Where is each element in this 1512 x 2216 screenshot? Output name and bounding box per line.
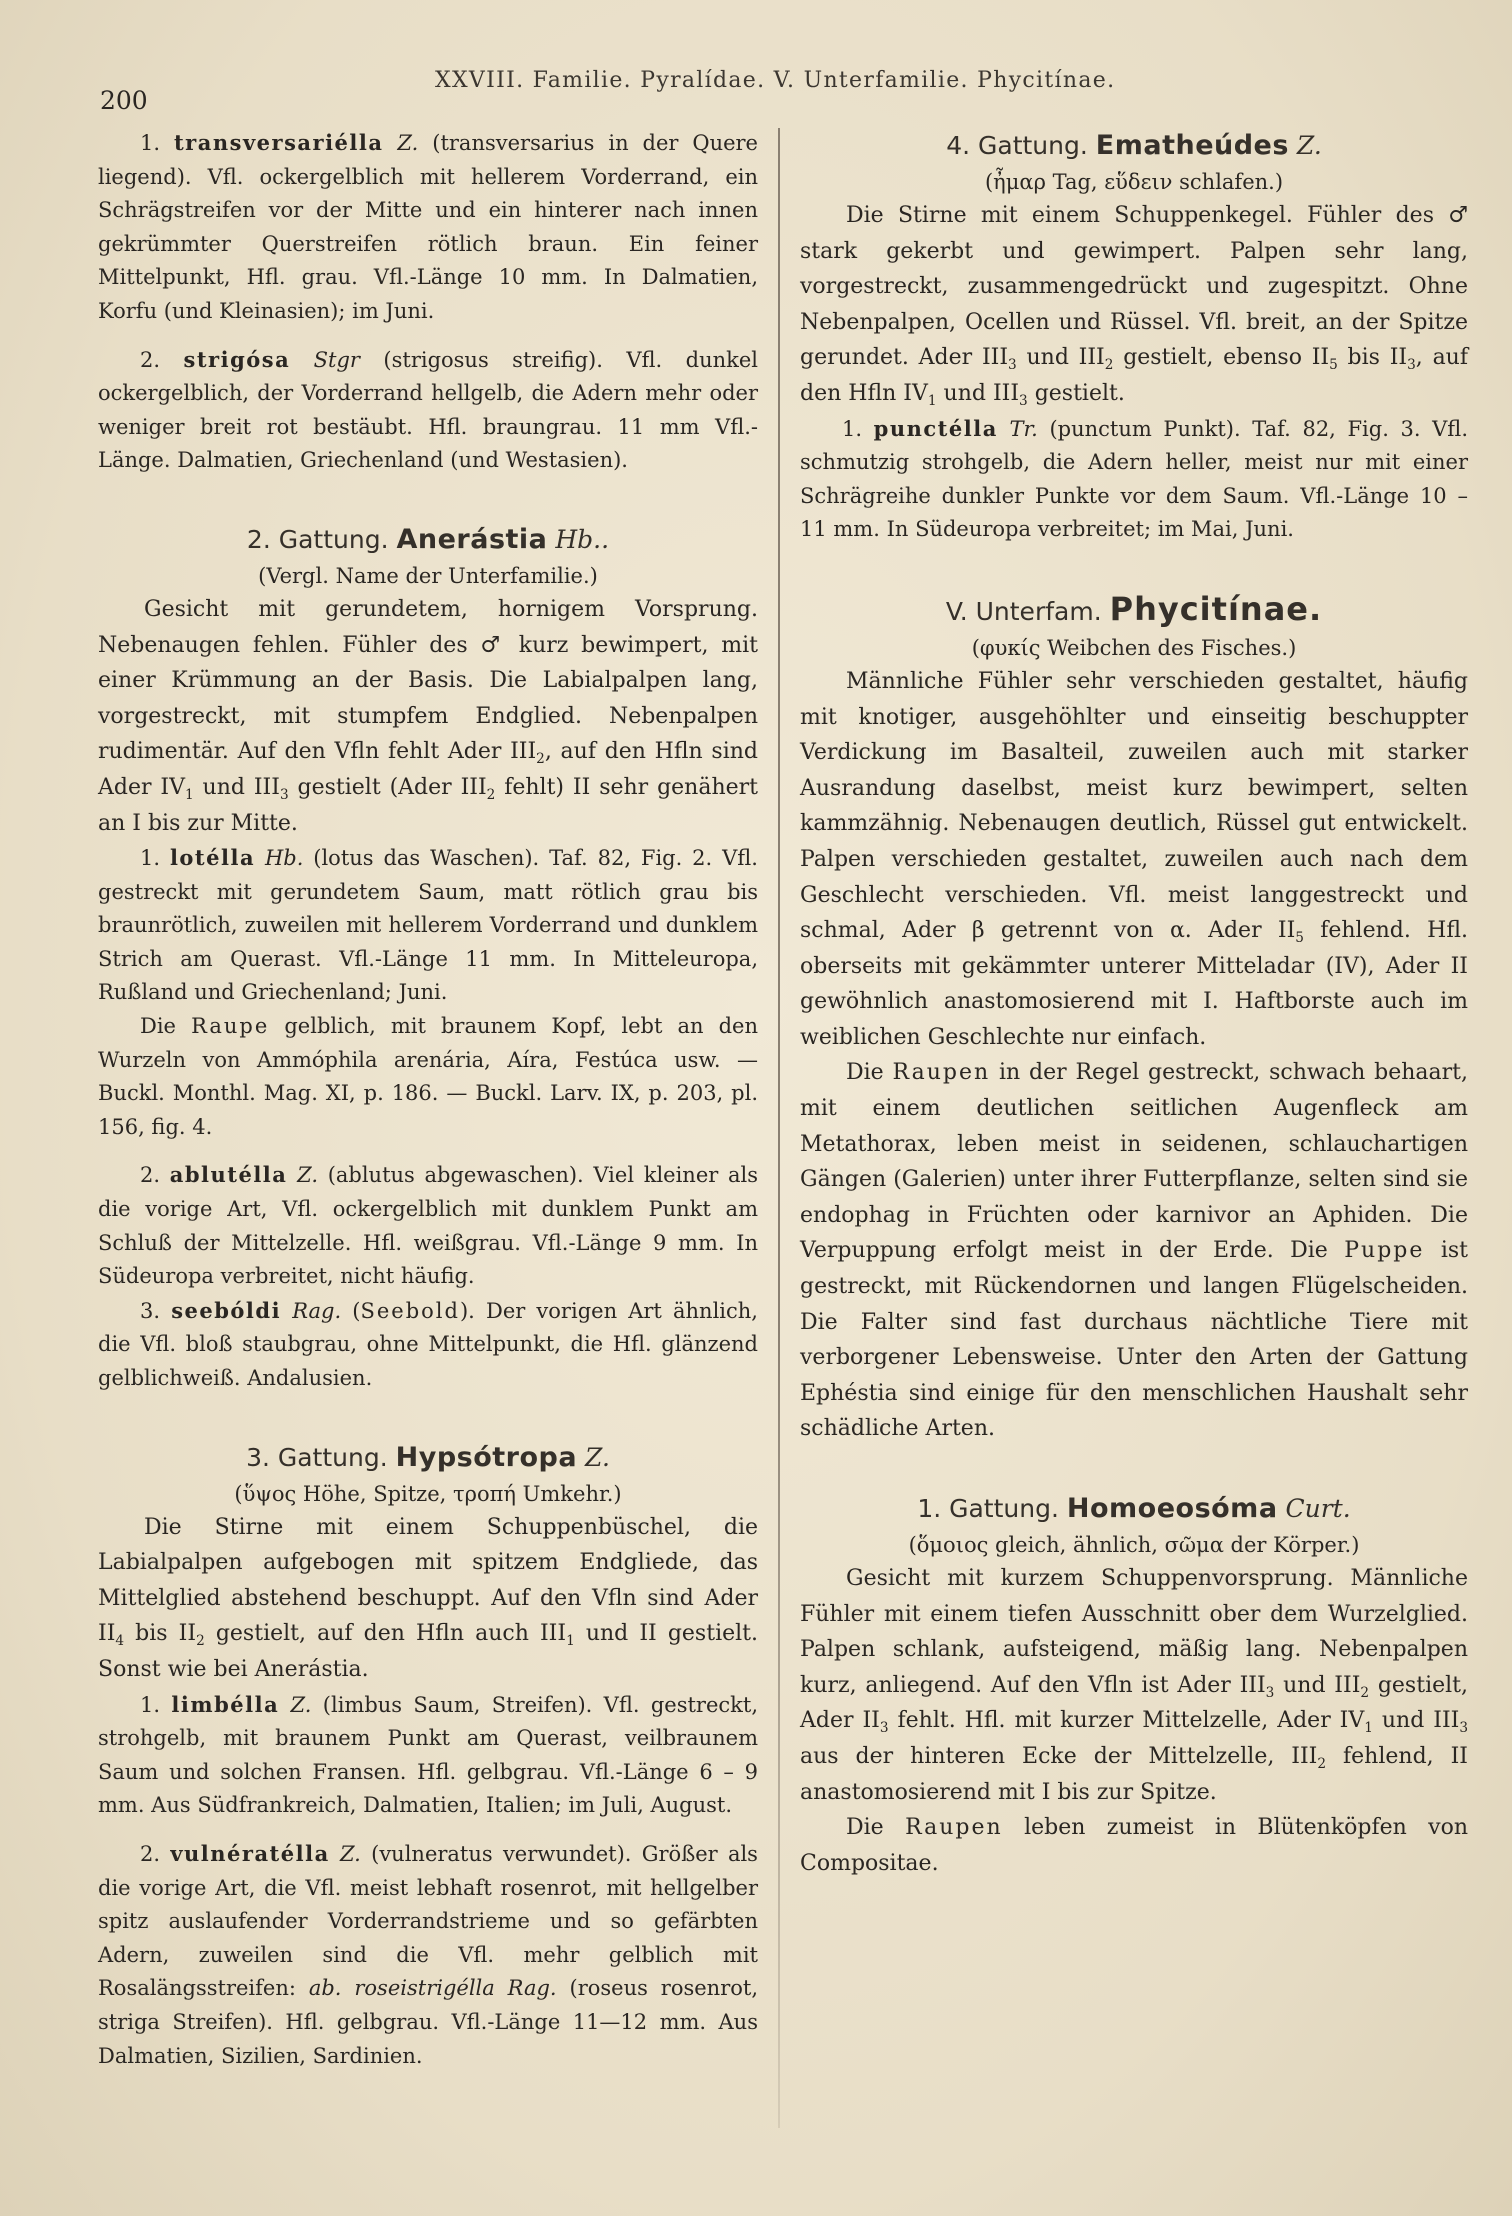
species-entry: 1. limbélla Z. (limbus Saum, Streifen). Vfl. gestreckt, strohgelb, mit braunem Punkt am Querast, veilbraunem Saum und solchen Fransen. Hfl. gelbgrau. Vfl.-Länge 6 – 9 mm. Aus Südfrankreich, Dalmatien, Italien; im Juli, August. [98,1691,759,1818]
larva-note: Die Raupe gelblich, mit braunem Kopf, lebt an den Wurzeln von Ammóphila arenária, Aíra, Festúca usw. — Buckl. Monthl. Mag. XI, p. 186. — Buckl. Larv. IX, p. 203, pl. 156, fig. 4. [98,1014,759,1139]
etymology: (ὕψος Höhe, Spitze, τροπή Umkehr.) [234,1481,622,1506]
genus-heading: 3. Gattung. Hypsótropa Z. [246,1441,610,1473]
species-entry: 2. vulnératélla Z. (vulneratus verwundet). Größer als die vorige Art, die Vfl. meist lebhaft rosenrot, mit hellgelber spitz auslaufender Vorderrandstrieme und so gefärbten Adern, zuweilen sind die Vfl. mehr gelblich mit Rosalängsstreifen: ab. roseistrigélla Rag. (roseus rosenrot, striga Streifen). Hfl. gelbgrau. Vfl.-Länge 11—12 mm. Aus Dalmatien, Sizilien, Sardinien. [98,1840,758,2068]
genus-heading: 2. Gattung. Anerástia Hb.. [246,523,610,555]
genus-description: Die Stirne mit einem Schuppenkegel. Fühler des ♂ stark gekerbt und gewimpert. Palpen sehr lang, vorgestreckt, zusammengedrückt und zugespitzt. Ohne Nebenpalpen, Ocellen und Rüssel. Vfl. breit, an der Spitze gerundet. Ader $III_3$ und $III_2$ gestielt, ebenso $II_5$ bis $II_3$, auf den Hfln $IV_1$ und $III_3$ gestielt. [800,203,1468,409]
running-head [100,66,1480,115]
species-name: limbélla [171,1691,280,1717]
left-column [98,126,758,2073]
column-divider [778,128,780,2128]
species-entry: 2. ablutélla Z. (ablutus abgewaschen). Viel kleiner als die vorige Art, Vfl. ockergelblich mit dunklem Punkt am Schluß der Mittelzelle. Hfl. weißgrau. Vfl.-Länge 9 mm. In Südeuropa verbreitet, nicht häufig. [98,1162,758,1289]
species-name: vulnératélla [170,1840,330,1866]
etymology: (Vergl. Name der Unterfamilie.) [258,563,598,588]
species-name: transversariélla [173,130,384,155]
genus-heading: 1. Gattung. Homoeosóma Curt. [917,1493,1351,1524]
aberration-name: ab. roseistrigélla Rag. [308,1976,557,2001]
subfamily-description: Männliche Fühler sehr verschieden gestaltet, häufig mit knotiger, ausgehöhlter und einseitig beschuppter Verdickung im Basalteil, zuweilen auch mit starker Ausrandung daselbst, meist kurz bewimpert, selten kammzähnig. Nebenaugen deutlich, Rüssel gut entwickelt. Palpen verschieden gestaltet, zuweilen auch nach dem Geschlecht verschieden. Vfl. meist langgestreckt und schmal, Ader β getrennt von α. Ader $II_5$ fehlend. Hfl. oberseits mit gekämmter unterer Mitteladar (IV), Ader II gewöhnlich anastomosierend mit I. Haftborste auch im weiblichen Geschlechte nur einfach. [800,668,1468,1050]
genus-heading: 4. Gattung. Ematheúdes Z. [946,130,1322,161]
larva-note: Die Raupen leben zumeist in Blütenköpfen von Compositae. [800,1815,1469,1876]
species-name: seebóldi [171,1297,282,1323]
species-entry: 3. seebóldi Rag. (Seebold). Der vorigen Art ähnlich, die Vfl. bloß staubgrau, ohne Mittelpunkt, die Hfl. glänzend gelblichweiß. Andalusien. [98,1297,758,1390]
header-title: XXVIII. Familie. Pyralídae. V. Unterfamilie. Phycitínae. [435,68,1116,93]
species-name: strigósa [183,346,291,372]
genus-description: Die Stirne mit einem Schuppenbüschel, die Labialpalpen aufgebogen mit spitzem Endgliede, das Mittelglied abstehend beschuppt. Auf den Vfln sind Ader $II_4$ bis $II_2$ gestielt, auf den Hfln auch $III_1$ und II gestielt. Sonst wie bei Anerástia. [98,1514,758,1682]
species-name: ablutélla [169,1162,288,1188]
page-number: 200 [100,86,148,115]
etymology: (ἦμαρ Tag, εὕδειν schlafen.) [984,170,1284,194]
species-entry: 2. strigósa Stgr (strigosus streifig). Vfl. dunkel ockergelblich, der Vorderrand hellgelb, die Adern mehr oder weniger breit rot bestäubt. Hfl. braungrau. 11 mm Vfl.-Länge. Dalmatien, Griechenland (und Westasien). [98,346,758,473]
genus-description: Gesicht mit gerundetem, hornigem Vorsprung. Nebenaugen fehlen. Fühler des ♂ kurz bewimpert, mit einer Krümmung an der Basis. Die Labialpalpen lang, vorgestreckt, mit stumpfem Endglied. Nebenpalpen rudimentär. Auf den Vfln fehlt Ader $III_2$, auf den Hfln sind Ader $IV_1$ und $III_3$ gestielt (Ader $III_2$ fehlt) II sehr genähert an I bis zur Mitte. [98,596,759,836]
genus-description: Gesicht mit kurzem Schuppenvorsprung. Männliche Fühler mit einem tiefen Ausschnitt ober dem Wurzelglied. Palpen schlank, aufsteigend, mäßig lang. Nebenpalpen kurz, anliegend. Auf den Vfln ist Ader $III_3$ und $III_2$ gestielt, Ader $II_3$ fehlt. Hfl. mit kurzer Mittelzelle, Ader $IV_1$ und $III_3$ aus der hinteren Ecke der Mittelzelle, $III_2$ fehlend, II anastomosierend mit I bis zur Spitze. [800,1566,1469,1805]
etymology: (ὅμοιος gleich, ähnlich, σῶμα der Körper.) [908,1533,1360,1557]
etymology: (φυκίς Weibchen des Fisches.) [971,635,1297,660]
species-entry: 1. punctélla Tr. (punctum Punkt). Taf. 82, Fig. 3. Vfl. schmutzig strohgelb, die Adern heller, meist nur mit einer Schrägreihe dunkler Punkte vor dem Saum. Vfl.-Länge 10 – 11 mm. In Südeuropa verbreitet; im Mai, Juni. [800,415,1468,542]
larva-description: Die Raupen in der Regel gestreckt, schwach behaart, mit einem deutlichen seitlichen Augenfleck am Metathorax, leben meist in seidenen, schlauchartigen Gängen (Galerien) unter ihrer Futterpflanze, selten sind sie endophag in Früchten oder karnivor an Aphiden. Die Verpuppung erfolgt meist in der Erde. Die Puppe ist gestreckt, mit Rückendornen und langen Flügelscheiden. Die Falter sind fast durchaus nächtliche Tiere mit verborgener Lebensweise. Unter den Arten der Gattung Ephéstia sind einige für den menschlichen Haushalt sehr schädliche Arten. [800,1060,1469,1442]
subfamily-heading: V. Unterfam. Phycitínae. [945,589,1323,628]
species-entry: 1. lotélla Hb. (lotus das Waschen). Taf. 82, Fig. 2. Vfl. gestreckt mit gerundetem Saum, matt rötlich grau bis braunrötlich, zuweilen mit hellerem Vorderrand und dunklem Strich am Querast. Vfl.-Länge 11 mm. In Mitteleuropa, Rußland und Griechenland; Juni. [98,845,758,1005]
species-name: punctélla [873,415,998,441]
species-entry: 1. transversariélla Z. (transversarius in der Quere liegend). Vfl. ockergelblich mit hellerem Vorderrand, ein Schrägstreifen vor der Mitte und ein hinterer nach innen gekrümmter Querstreifen rötlich braun. Ein feiner Mittelpunkt, Hfl. grau. Vfl.-Länge 10 mm. In Dalmatien, Korfu (und Kleinasien); im Juni. [98,130,758,323]
right-column [800,126,1468,1881]
species-name: lotélla [169,845,256,871]
